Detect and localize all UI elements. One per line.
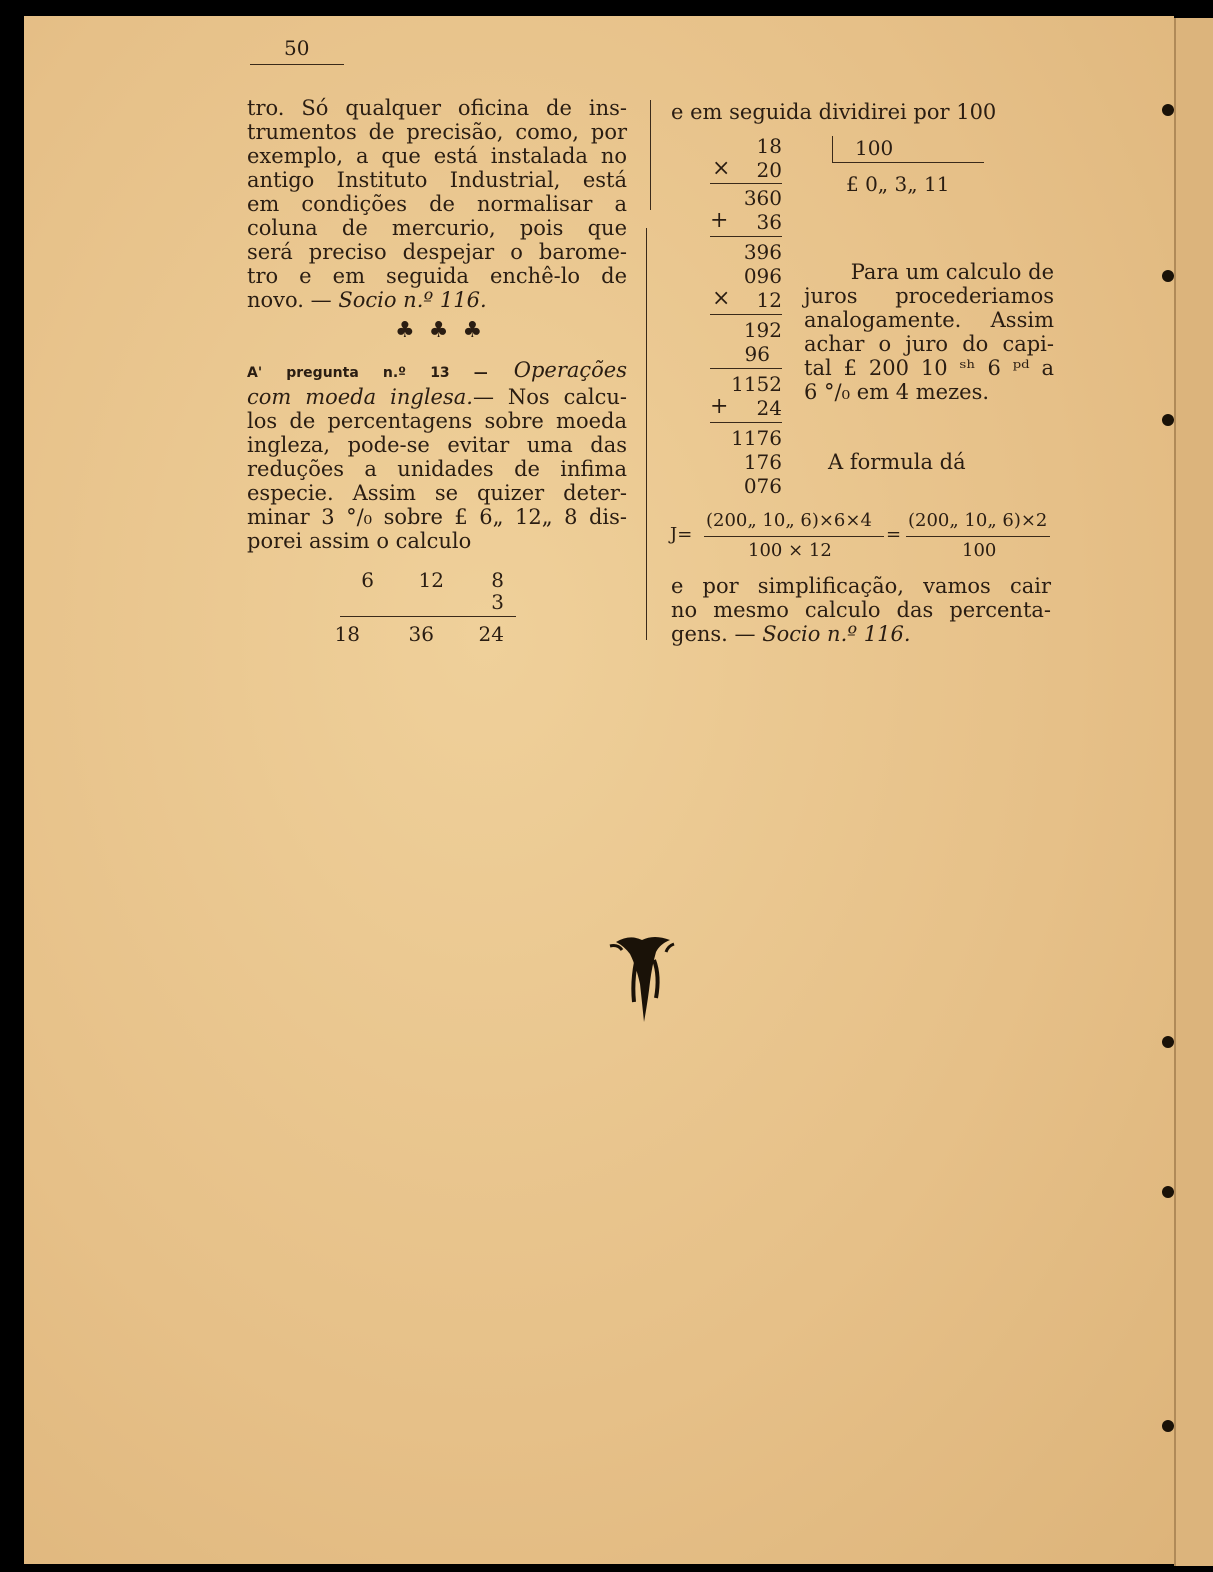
calc-value: 18 [334,622,360,646]
text-line: Para um calculo de [850,260,1054,284]
text-line: exemplo, a que está instalada no [247,144,627,168]
text-fragment: gens. — [671,622,756,646]
formula-intro [828,450,1048,474]
text-line: antigo Instituto Industrial, está [247,168,627,192]
binding-hole [1162,1420,1174,1432]
decorative-ornament-icon [608,932,678,1026]
calc-value: 396 [743,240,782,264]
next-page-edge [1174,18,1213,1566]
calc-value: 1152 [731,372,782,396]
calc-value: 12 [418,568,444,592]
calc-rule [710,422,782,423]
text-line [671,622,1051,646]
left-column-para1 [247,96,627,312]
right-intro [671,100,1051,124]
formula-denominator: 100 [962,540,997,561]
plus-sign: + [710,394,729,419]
formula-numerator: (200„ 10„ 6)×2 [908,510,1048,531]
calc-rule [710,236,782,237]
text-line: ingleza, pode-se evitar uma das [247,433,627,457]
calc-value: 360 [743,186,782,210]
signature: Socio n.º 116. [762,622,911,646]
text-line: no mesmo calculo das percenta- [671,598,1051,622]
calc-value: 36 [756,210,782,234]
calc-value: 8 [491,568,504,592]
times-sign: × [712,286,731,311]
calc-value: 1176 [731,426,782,450]
calc-value: 12 [756,288,782,312]
calc-value: 176 [743,450,782,474]
calc-value: 18 [756,134,782,158]
calc-value: 36 [408,622,434,646]
fraction-bar [704,536,884,537]
right-closing [671,574,1051,646]
text-line: analogamente. Assim [804,308,1054,332]
calc-rule [710,368,782,369]
text-line: juros procederiamos [804,284,1054,308]
signature: Socio n.º 116. [338,288,487,312]
fraction-bar [906,536,1050,537]
section-separator: ♣♣♣ [395,318,497,343]
calc-value: 20 [756,158,782,182]
division-result: £ 0„ 3„ 11 [846,172,950,196]
text-line: achar o juro do capi- [804,332,1054,356]
calc-value: 096 [743,264,782,288]
plus-sign: + [710,208,729,233]
calc-value: 3 [491,590,504,614]
question-title: Operações [513,358,627,382]
formula-equals: = [886,524,902,545]
text-line: reduções a unidades de infima [247,457,627,481]
calc-value: 96 [744,342,770,366]
column-divider [646,228,647,640]
formula-numerator: (200„ 10„ 6)×6×4 [706,510,872,531]
text-line: los de percentagens sobre moeda [247,409,627,433]
text-line [247,385,627,409]
text-fragment: novo. — [247,288,332,312]
right-column-para [804,260,1054,404]
question-title: com moeda inglesa. [247,385,473,409]
text-fragment: — Nos calcu- [472,385,628,409]
formula-j: J= [670,524,693,545]
divisor: 100 [855,136,894,160]
text-line: coluna de mercurio, pois que [247,216,627,240]
page-number-rule [250,64,344,65]
page-number: 50 [284,36,310,60]
binding-hole [1162,1036,1174,1048]
question-label: A' pregunta n.º 13 — [247,365,488,381]
text-line: será preciso despejar o barome- [247,240,627,264]
left-column-para2 [247,358,627,553]
calc-value: 24 [478,622,504,646]
binding-hole [1162,1186,1174,1198]
binding-hole [1162,270,1174,282]
formula-denominator: 100 × 12 [748,540,832,561]
text-line: e por simplificação, vamos cair [671,574,1051,598]
text-line: tro. Só qualquer oficina de ins- [247,96,627,120]
calc-rule [710,183,782,184]
binding-hole [1162,414,1174,426]
text-line: e em seguida dividirei por 100 [671,100,997,124]
calc-rule [340,616,516,617]
times-sign: × [712,156,731,181]
text-line: trumentos de precisão, como, por [247,120,627,144]
division-rule [832,162,984,163]
text-line: minar 3 °/₀ sobre £ 6„ 12„ 8 dis- [247,505,627,529]
text-line: especie. Assim se quizer deter- [247,481,627,505]
text-line [247,288,627,312]
column-divider [650,100,651,210]
calc-rule [710,314,782,315]
division-bracket [832,136,833,162]
text-line: tal £ 200 10 ˢʰ 6 ᵖᵈ a [804,356,1054,380]
calc-value: 076 [743,474,782,498]
binding-hole [1162,104,1174,116]
calc-value: 24 [756,396,782,420]
calc-value: 192 [743,318,782,342]
text-line: 6 °/₀ em 4 mezes. [804,380,990,404]
text-line [247,358,627,385]
text-line: porei assim o calculo [247,529,472,553]
text-line: A formula dá [828,450,966,474]
text-line: em condições de normalisar a [247,192,627,216]
calc-value: 6 [361,568,374,592]
text-line: tro e em seguida enchê-lo de [247,264,627,288]
